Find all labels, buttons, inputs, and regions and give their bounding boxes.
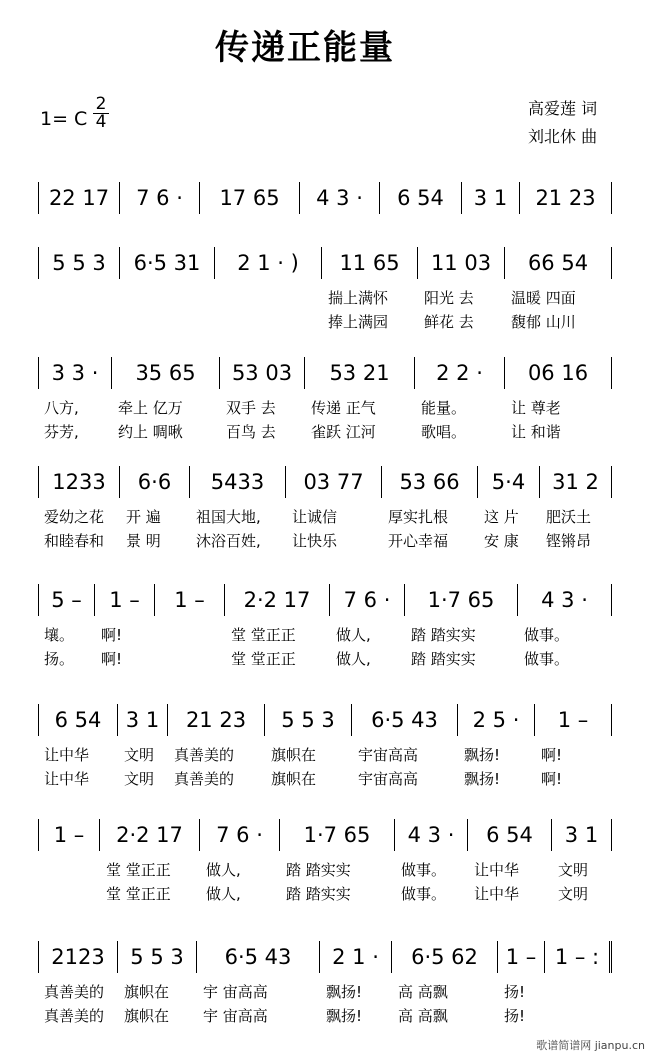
lyric-segment: 堂 堂正正 xyxy=(231,650,296,668)
lyrics-verse-1 xyxy=(0,397,659,419)
measure: 5 – xyxy=(38,584,95,616)
measure: 53 03 xyxy=(220,357,305,389)
lyrics-verse-1 xyxy=(0,287,659,309)
measure: 6·6 xyxy=(120,466,190,498)
lyric-segment: 温暖 四面 xyxy=(511,289,576,307)
site-watermark: 歌谱简谱网 jianpu.cn xyxy=(536,1039,645,1052)
measure: 2 1 · xyxy=(320,941,392,973)
lyric-segment: 爱幼之花 xyxy=(44,508,105,526)
lyrics-verse-2 xyxy=(0,530,659,552)
lyric-segment: 阳光 去 xyxy=(424,289,474,307)
lyrics-verse-2 xyxy=(0,1005,659,1027)
measure: 1 – : xyxy=(545,941,612,973)
measure: 6 54 xyxy=(468,819,552,851)
measure: 21 23 xyxy=(520,182,612,214)
measure: 06 16 xyxy=(505,357,612,389)
lyric-segment: 旗帜在 xyxy=(124,1007,170,1025)
lyric-segment: 让 尊老 xyxy=(511,399,561,417)
lyric-segment: 旗帜在 xyxy=(124,983,170,1001)
measure: 7 6 · xyxy=(330,584,405,616)
lyric-segment: 飘扬! xyxy=(464,746,501,764)
lyric-segment: 牵上 亿万 xyxy=(118,399,183,417)
measure: 6·5 31 xyxy=(120,247,215,279)
measure: 11 65 xyxy=(322,247,418,279)
lyric-segment: 让中华 xyxy=(44,746,90,764)
lyric-segment: 高 高飘 xyxy=(398,983,448,1001)
lyric-segment: 飘扬! xyxy=(326,983,363,1001)
lyric-segment: 让中华 xyxy=(474,861,520,879)
measure: 2 1 · ) xyxy=(215,247,322,279)
lyric-segment: 宇 宙高高 xyxy=(203,983,268,1001)
measure: 21 23 xyxy=(168,704,265,736)
notation-row xyxy=(0,462,659,502)
lyric-segment: 文明 xyxy=(124,770,155,788)
lyrics-verse-2 xyxy=(0,421,659,443)
lyrics-verse-1 xyxy=(0,624,659,646)
lyric-segment: 文明 xyxy=(124,746,155,764)
lyrics-verse-2 xyxy=(0,883,659,905)
lyric-segment: 飘扬! xyxy=(326,1007,363,1025)
measure: 2123 xyxy=(38,941,118,973)
lyric-segment: 厚实扎根 xyxy=(388,508,449,526)
notation-row xyxy=(0,178,659,218)
lyric-segment: 宇 宙高高 xyxy=(203,1007,268,1025)
lyric-segment: 宇宙高高 xyxy=(358,770,419,788)
lyric-segment: 安 康 xyxy=(484,532,519,550)
measure: 3 1 xyxy=(552,819,612,851)
notation-row xyxy=(0,580,659,620)
measure: 6 54 xyxy=(380,182,462,214)
lyric-segment: 让快乐 xyxy=(292,532,338,550)
lyric-segment: 高 高飘 xyxy=(398,1007,448,1025)
lyric-segment: 祖国大地, xyxy=(196,508,261,526)
time-signature-top: 2 xyxy=(93,96,109,114)
measure: 4 3 · xyxy=(518,584,612,616)
lyric-segment: 啊! xyxy=(101,626,123,644)
measure: 31 2 xyxy=(540,466,612,498)
measure: 1233 xyxy=(38,466,120,498)
composer-credit: 刘北休 曲 xyxy=(528,127,598,146)
measure: 4 3 · xyxy=(300,182,380,214)
lyric-segment: 做事。 xyxy=(524,650,570,668)
lyric-segment: 做人, xyxy=(206,885,241,903)
lyric-segment: 啊! xyxy=(541,770,563,788)
lyric-segment: 堂 堂正正 xyxy=(231,626,296,644)
lyric-segment: 扬! xyxy=(504,1007,526,1025)
lyric-segment: 芬芳, xyxy=(44,423,79,441)
lyric-segment: 揣上满怀 xyxy=(328,289,389,307)
lyric-segment: 文明 xyxy=(558,885,589,903)
lyric-segment: 做事。 xyxy=(401,885,447,903)
lyric-segment: 宇宙高高 xyxy=(358,746,419,764)
lyric-segment: 真善美的 xyxy=(44,983,105,1001)
time-signature xyxy=(93,96,109,131)
measure: 1·7 65 xyxy=(280,819,395,851)
measure: 5433 xyxy=(190,466,286,498)
lyric-segment: 约上 啁啾 xyxy=(118,423,183,441)
lyric-segment: 肥沃土 xyxy=(546,508,592,526)
lyric-segment: 真善美的 xyxy=(44,1007,105,1025)
lyric-segment: 踏 踏实实 xyxy=(411,650,476,668)
lyric-segment: 做事。 xyxy=(401,861,447,879)
lyric-segment: 文明 xyxy=(558,861,589,879)
lyric-segment: 百鸟 去 xyxy=(226,423,276,441)
lyric-segment: 飘扬! xyxy=(464,770,501,788)
notation-row xyxy=(0,243,659,283)
lyric-segment: 歌唱。 xyxy=(421,423,467,441)
lyricist-credit: 高爱莲 词 xyxy=(528,99,598,118)
lyric-segment: 啊! xyxy=(541,746,563,764)
measure: 6 54 xyxy=(38,704,118,736)
lyrics-verse-1 xyxy=(0,981,659,1003)
lyric-segment: 真善美的 xyxy=(174,746,235,764)
measure: 4 3 · xyxy=(395,819,468,851)
lyrics-verse-2 xyxy=(0,311,659,333)
lyric-segment: 铿锵昂 xyxy=(546,532,592,550)
lyric-segment: 馥郁 山川 xyxy=(511,313,576,331)
lyric-segment: 扬! xyxy=(504,983,526,1001)
measure: 1·7 65 xyxy=(405,584,518,616)
measure: 11 03 xyxy=(418,247,505,279)
measure: 3 1 xyxy=(462,182,520,214)
lyric-segment: 踏 踏实实 xyxy=(286,885,351,903)
lyric-segment: 雀跃 江河 xyxy=(311,423,376,441)
measure: 2·2 17 xyxy=(225,584,330,616)
lyric-segment: 旗帜在 xyxy=(271,746,317,764)
lyric-segment: 做事。 xyxy=(524,626,570,644)
measure: 1 – xyxy=(95,584,155,616)
measure: 7 6 · xyxy=(120,182,200,214)
measure: 3 3 · xyxy=(38,357,112,389)
lyric-segment: 做人, xyxy=(336,626,371,644)
lyric-segment: 和睦春和 xyxy=(44,532,105,550)
measure: 6·5 62 xyxy=(392,941,498,973)
notation-row xyxy=(0,353,659,393)
lyrics-verse-1 xyxy=(0,506,659,528)
song-title: 传递正能量 xyxy=(215,28,395,68)
lyric-segment: 捧上满园 xyxy=(328,313,389,331)
lyric-segment: 让中华 xyxy=(474,885,520,903)
key-signature: 1= C xyxy=(40,108,88,130)
lyric-segment: 壤。 xyxy=(44,626,75,644)
measure: 17 65 xyxy=(200,182,300,214)
notation-row xyxy=(0,937,659,977)
lyric-segment: 沐浴百姓, xyxy=(196,532,261,550)
lyric-segment: 踏 踏实实 xyxy=(411,626,476,644)
lyric-segment: 让诚信 xyxy=(292,508,338,526)
lyric-segment: 堂 堂正正 xyxy=(106,885,171,903)
lyric-segment: 开心幸福 xyxy=(388,532,449,550)
lyric-segment: 做人, xyxy=(206,861,241,879)
measure: 2 2 · xyxy=(415,357,505,389)
lyric-segment: 旗帜在 xyxy=(271,770,317,788)
lyric-segment: 这 片 xyxy=(484,508,519,526)
measure: 53 21 xyxy=(305,357,415,389)
measure: 03 77 xyxy=(286,466,382,498)
lyric-segment: 啊! xyxy=(101,650,123,668)
notation-row xyxy=(0,700,659,740)
measure: 6·5 43 xyxy=(352,704,458,736)
measure: 2·2 17 xyxy=(100,819,200,851)
lyric-segment: 扬。 xyxy=(44,650,75,668)
lyric-segment: 传递 正气 xyxy=(311,399,376,417)
lyric-segment: 堂 堂正正 xyxy=(106,861,171,879)
measure: 5 5 3 xyxy=(265,704,352,736)
measure: 66 54 xyxy=(505,247,612,279)
notation-row xyxy=(0,815,659,855)
lyric-segment: 能量。 xyxy=(421,399,467,417)
lyric-segment: 鲜花 去 xyxy=(424,313,474,331)
lyric-segment: 做人, xyxy=(336,650,371,668)
measure: 35 65 xyxy=(112,357,220,389)
lyrics-verse-1 xyxy=(0,744,659,766)
lyric-segment: 让 和谐 xyxy=(511,423,561,441)
measure: 5 5 3 xyxy=(38,247,120,279)
measure: 2 5 · xyxy=(458,704,535,736)
measure: 1 – xyxy=(155,584,225,616)
time-signature-bottom: 4 xyxy=(95,112,107,132)
measure: 1 – xyxy=(498,941,545,973)
lyrics-verse-2 xyxy=(0,648,659,670)
lyrics-verse-1 xyxy=(0,859,659,881)
lyrics-verse-2 xyxy=(0,768,659,790)
measure: 1 – xyxy=(38,819,100,851)
lyric-segment: 让中华 xyxy=(44,770,90,788)
measure: 5·4 xyxy=(478,466,540,498)
measure: 3 1 xyxy=(118,704,168,736)
lyric-segment: 真善美的 xyxy=(174,770,235,788)
measure: 7 6 · xyxy=(200,819,280,851)
measure: 22 17 xyxy=(38,182,120,214)
measure: 53 66 xyxy=(382,466,478,498)
lyric-segment: 踏 踏实实 xyxy=(286,861,351,879)
lyric-segment: 八方, xyxy=(44,399,79,417)
lyric-segment: 景 明 xyxy=(126,532,161,550)
lyric-segment: 双手 去 xyxy=(226,399,276,417)
measure: 6·5 43 xyxy=(197,941,320,973)
lyric-segment: 开 遍 xyxy=(126,508,161,526)
measure: 1 – xyxy=(535,704,612,736)
measure: 5 5 3 xyxy=(118,941,197,973)
